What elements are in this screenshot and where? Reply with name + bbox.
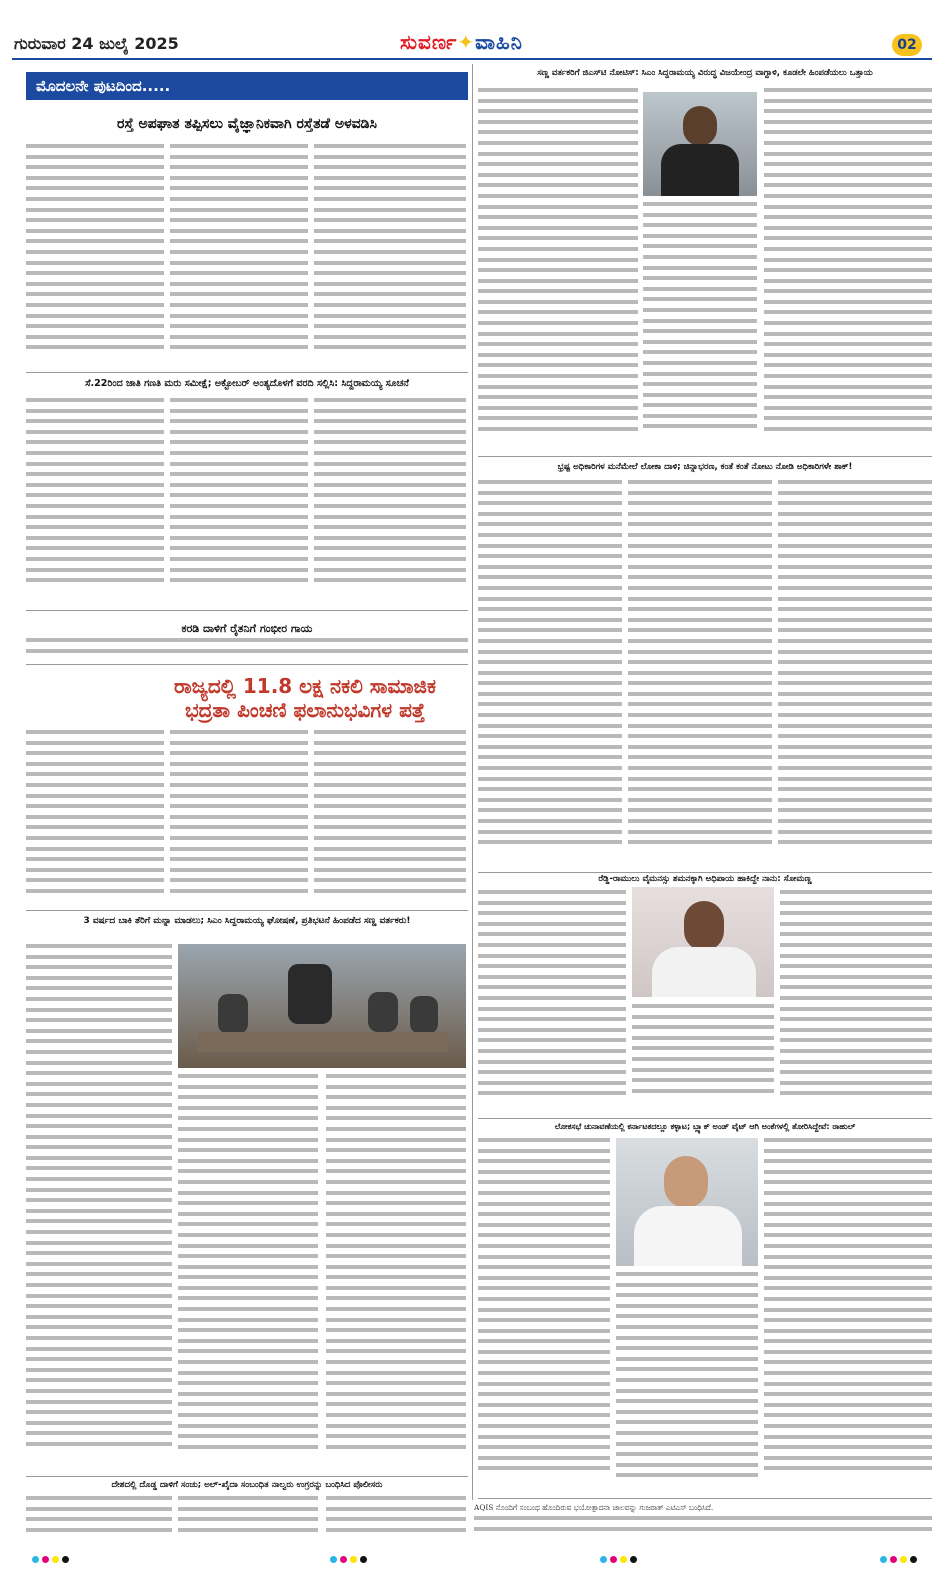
headline-fake-pension-line2: ಭದ್ರತಾ ಪಿಂಚಣಿ ಫಲಾನುಭವಿಗಳ ಪತ್ತೆ xyxy=(185,698,425,722)
issue-date: ಗುರುವಾರ 24 ಜುಲೈ 2025 xyxy=(14,34,179,53)
yellow-dot-icon xyxy=(350,1556,357,1563)
magenta-dot-icon xyxy=(890,1556,897,1563)
article-text xyxy=(26,638,468,660)
article-text xyxy=(170,398,308,604)
somanna-photo xyxy=(632,887,774,997)
article-text xyxy=(778,480,932,868)
article-text xyxy=(26,398,164,604)
article-text xyxy=(643,202,757,450)
headline-road-safety: ರಸ್ತೆ ಅಪಘಾತ ತಪ್ಪಿಸಲು ವೈಜ್ಞಾನಿಕವಾಗಿ ರಸ್ತೆತಡೆ ಅಳವಡಿಸಿ xyxy=(117,116,377,132)
headline-terror-plot: ದೇಶದಲ್ಲಿ ದೊಡ್ಡ ದಾಳಿಗೆ ಸಂಚು; ಅಲ್-ಖೈದಾ ಸಂಬಂಧಿತ ನಾಲ್ವರು ಉಗ್ರರನ್ನು ಬಂಧಿಸಿದ ಪೊಲೀಸರು xyxy=(111,1480,383,1490)
yellow-dot-icon xyxy=(52,1556,59,1563)
headline-gst-notice: ಸಣ್ಣ ವರ್ತಕರಿಗೆ ಜಿಎಸ್‌ಟಿ ನೋಟಿಸ್: ಸಿಎಂ ಸಿದ್ದರಾಮಯ್ಯ ವಿರುದ್ಧ ವಿಜಯೇಂದ್ರ ವಾಗ್ದಾಳಿ, ಕೂಡಲೇ ಹಿಂಪಡೆಯಲು ಒತ್ತಾಯ xyxy=(537,68,873,78)
cyan-dot-icon xyxy=(600,1556,607,1563)
cyan-dot-icon xyxy=(32,1556,39,1563)
article-text xyxy=(26,144,164,368)
divider xyxy=(478,1118,932,1119)
magenta-dot-icon xyxy=(610,1556,617,1563)
print-registration-strip xyxy=(0,1548,945,1574)
cyan-dot-icon xyxy=(330,1556,337,1563)
article-text xyxy=(478,480,622,868)
article-text xyxy=(478,88,638,450)
logo-leaf-icon: ✦ xyxy=(457,30,476,54)
article-text xyxy=(764,88,932,450)
article-text xyxy=(474,1516,932,1542)
divider xyxy=(478,456,932,457)
page-number: 02 xyxy=(892,34,922,56)
black-dot-icon xyxy=(630,1556,637,1563)
cyan-dot-icon xyxy=(880,1556,887,1563)
article-text xyxy=(632,1004,774,1110)
headline-fake-pension xyxy=(140,674,470,722)
article-text xyxy=(764,1138,932,1492)
article-text xyxy=(170,144,308,368)
divider xyxy=(478,1498,932,1499)
article-text xyxy=(478,890,626,1110)
article-text xyxy=(178,1496,318,1540)
article-text xyxy=(326,1496,466,1540)
article-text xyxy=(314,730,466,904)
headline-fake-pension-line1: ರಾಜ್ಯದಲ್ಲಿ 11.8 ಲಕ್ಷ ನಕಲಿ ಸಾಮಾಜಿಕ xyxy=(174,674,436,698)
headline-caste-census: ಸೆ.22ರಿಂದ ಜಾತಿ ಗಣತಿ ಮರು ಸಮೀಕ್ಷೆ; ಅಕ್ಟೋಬರ್ ಅಂತ್ಯದೊಳಗೆ ವರದಿ ಸಲ್ಲಿಸಿ: ಸಿದ್ದರಾಮಯ್ಯ ಸೂಚನೆ xyxy=(85,378,409,389)
footer-note: AQIS ನೊಂದಿಗೆ ಸಂಬಂಧ ಹೊಂದಿರುವ ಭಯೋತ್ಪಾದನಾ ಜಾಲವನ್ನು ಗುಜರಾತ್ ಎಟಿಎಸ್ ಬಂಧಿಸಿದೆ. xyxy=(474,1503,714,1512)
yellow-dot-icon xyxy=(900,1556,907,1563)
logo-left: ಸುವರ್ಣ xyxy=(400,30,458,54)
center-divider xyxy=(472,64,473,1500)
newspaper-logo xyxy=(400,30,523,54)
divider xyxy=(26,372,468,373)
headline-rahul: ಲೋಕಸಭೆ ಚುನಾವಣೆಯಲ್ಲಿ ಕರ್ನಾಟಕದಲ್ಲೂ ಕಳ್ಳಾಟ; ಬ್ಲ್ಯಾಕ್ ಅಂಡ್ ವೈಟ್ ಆಗಿ ಅಂಕೆಗಳಲ್ಲಿ ತೋರಿಸಿದ್ದೇವೆ: ರಾಹುಲ್ xyxy=(554,1122,856,1131)
masthead xyxy=(0,0,945,60)
article-text xyxy=(314,144,466,368)
article-text xyxy=(326,1074,466,1472)
article-text xyxy=(178,1074,318,1472)
article-text xyxy=(170,730,308,904)
vijayendra-photo xyxy=(643,92,757,196)
divider xyxy=(26,610,468,611)
divider xyxy=(478,872,932,873)
article-text xyxy=(780,890,932,1110)
headline-bear-attack: ಕರಡಿ ದಾಳಿಗೆ ರೈತನಿಗೆ ಗಂಭೀರ ಗಾಯ xyxy=(181,622,313,635)
logo-right: ವಾಹಿನಿ xyxy=(475,30,523,54)
headline-lokayukta-raid: ಭ್ರಷ್ಟ ಅಧಿಕಾರಿಗಳ ಮನೆಮೇಲೆ ಲೋಕಾ ದಾಳಿ; ಚಿನ್ನಾಭರಣ, ಕಂತೆ ಕಂತೆ ನೋಟು ನೋಡಿ ಅಧಿಕಾರಿಗಳೇ ಶಾಕ್! xyxy=(557,462,853,472)
black-dot-icon xyxy=(360,1556,367,1563)
divider xyxy=(26,910,468,911)
article-text xyxy=(616,1272,758,1492)
black-dot-icon xyxy=(910,1556,917,1563)
black-dot-icon xyxy=(62,1556,69,1563)
divider xyxy=(26,1476,468,1477)
article-text xyxy=(26,730,164,904)
section-bar: ಮೊದಲನೇ ಪುಟದಿಂದ..... xyxy=(26,72,468,100)
article-text xyxy=(26,1496,172,1540)
magenta-dot-icon xyxy=(42,1556,49,1563)
masthead-rule xyxy=(12,58,932,60)
meeting-photo xyxy=(178,944,466,1068)
divider xyxy=(26,664,468,665)
article-text xyxy=(314,398,466,604)
yellow-dot-icon xyxy=(620,1556,627,1563)
headline-somanna: ರೆಡ್ಡಿ-ರಾಮುಲು ವೈಮನಸ್ಸು ಶಮನಕ್ಕಾಗಿ ಅಧಿಪಾಯ ಹಾಕಿದ್ದೇ ನಾನು: ಸೋಮಣ್ಣ xyxy=(598,874,812,884)
headline-tax-waiver: 3 ವರ್ಷದ ಬಾಕಿ ತೆರಿಗೆ ಮನ್ನಾ ಮಾಡಲು; ಸಿಎಂ ಸಿದ್ದರಾಮಯ್ಯ ಘೋಷಣೆ, ಪ್ರತಿಭಟನೆ ಹಿಂಪಡೆದ ಸಣ್ಣ ವರ್ತಕರು! xyxy=(83,916,411,926)
article-text xyxy=(628,480,772,868)
article-text xyxy=(26,944,172,1472)
article-text xyxy=(478,1138,610,1492)
rahul-photo xyxy=(616,1138,758,1266)
magenta-dot-icon xyxy=(340,1556,347,1563)
